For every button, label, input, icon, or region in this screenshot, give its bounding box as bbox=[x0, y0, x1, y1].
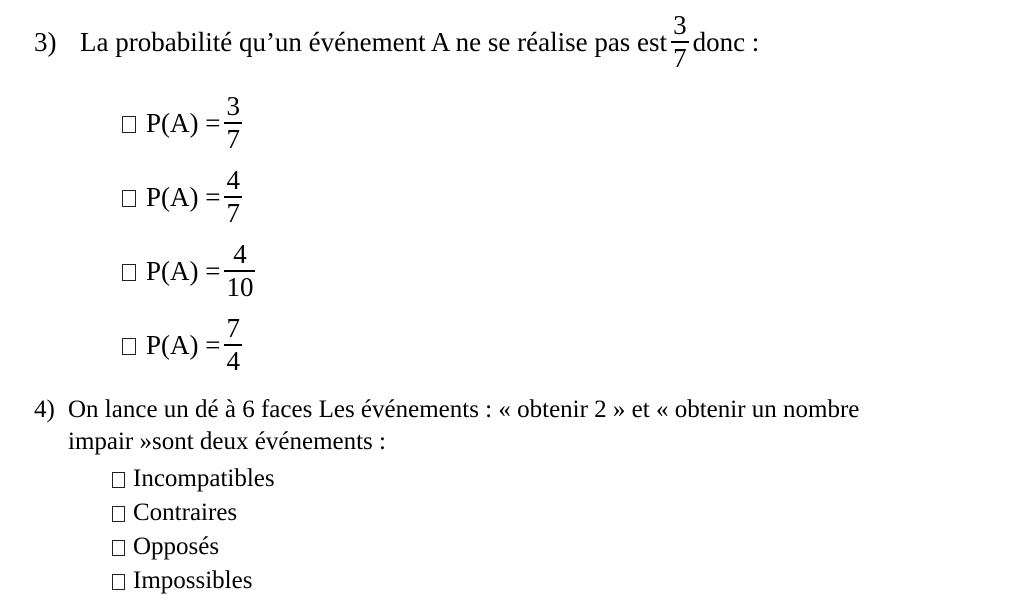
question-4 bbox=[34, 394, 859, 458]
checkbox-icon[interactable] bbox=[112, 506, 125, 522]
question-4-text: On lance un dé à 6 faces Les événements : « obtenir 2 » et « obtenir un nombre bbox=[68, 396, 860, 423]
checkbox-icon[interactable] bbox=[122, 116, 136, 133]
fraction-numerator: 4 bbox=[233, 239, 247, 269]
checkbox-icon[interactable] bbox=[112, 574, 125, 590]
option-label: P(A) = bbox=[146, 181, 221, 212]
option-label: Impossibles bbox=[133, 567, 253, 594]
option-fraction bbox=[224, 93, 242, 153]
option-label: Opposés bbox=[133, 533, 220, 560]
question-3-text-end: donc : bbox=[692, 26, 760, 57]
question-4-number: 4) bbox=[34, 396, 55, 423]
option-fraction bbox=[224, 167, 242, 227]
question-3-options bbox=[122, 86, 259, 382]
option-label: Contraires bbox=[133, 499, 238, 526]
question-4-option[interactable] bbox=[112, 564, 275, 598]
fraction-denominator: 7 bbox=[226, 198, 240, 228]
option-label: Incompatibles bbox=[133, 465, 275, 492]
question-3-text: La probabilité qu’un événement A ne se réalise pas est bbox=[80, 26, 668, 57]
question-4-option[interactable] bbox=[112, 496, 275, 530]
option-fraction bbox=[224, 241, 255, 301]
question-4-line-2: impair »sont deux événements : bbox=[68, 428, 386, 455]
option-label: P(A) = bbox=[146, 255, 221, 286]
question-4-option[interactable] bbox=[112, 530, 275, 564]
question-3-option[interactable] bbox=[122, 160, 259, 234]
question-4-line-1 bbox=[34, 394, 859, 426]
question-3 bbox=[34, 12, 759, 72]
question-3-option[interactable] bbox=[122, 234, 259, 308]
checkbox-icon[interactable] bbox=[122, 264, 136, 281]
checkbox-icon[interactable] bbox=[112, 472, 125, 488]
question-3-fraction bbox=[671, 12, 689, 72]
question-3-option[interactable] bbox=[122, 86, 259, 160]
checkbox-icon[interactable] bbox=[122, 338, 136, 355]
question-3-number: 3) bbox=[34, 26, 57, 57]
option-label: P(A) = bbox=[146, 329, 221, 360]
fraction-denominator: 7 bbox=[226, 124, 240, 154]
fraction-denominator: 4 bbox=[226, 346, 240, 376]
fraction-denominator: 7 bbox=[673, 43, 687, 73]
fraction-numerator: 3 bbox=[226, 91, 240, 121]
option-fraction bbox=[224, 315, 242, 375]
question-4-option[interactable] bbox=[112, 462, 275, 496]
fraction-numerator: 4 bbox=[226, 165, 240, 195]
question-3-option[interactable] bbox=[122, 308, 259, 382]
checkbox-icon[interactable] bbox=[112, 540, 125, 556]
fraction-denominator: 10 bbox=[226, 272, 254, 302]
checkbox-icon[interactable] bbox=[122, 190, 136, 207]
fraction-numerator: 7 bbox=[226, 313, 240, 343]
option-label: P(A) = bbox=[146, 107, 221, 138]
question-4-options bbox=[112, 462, 275, 598]
fraction-numerator: 3 bbox=[673, 10, 687, 40]
